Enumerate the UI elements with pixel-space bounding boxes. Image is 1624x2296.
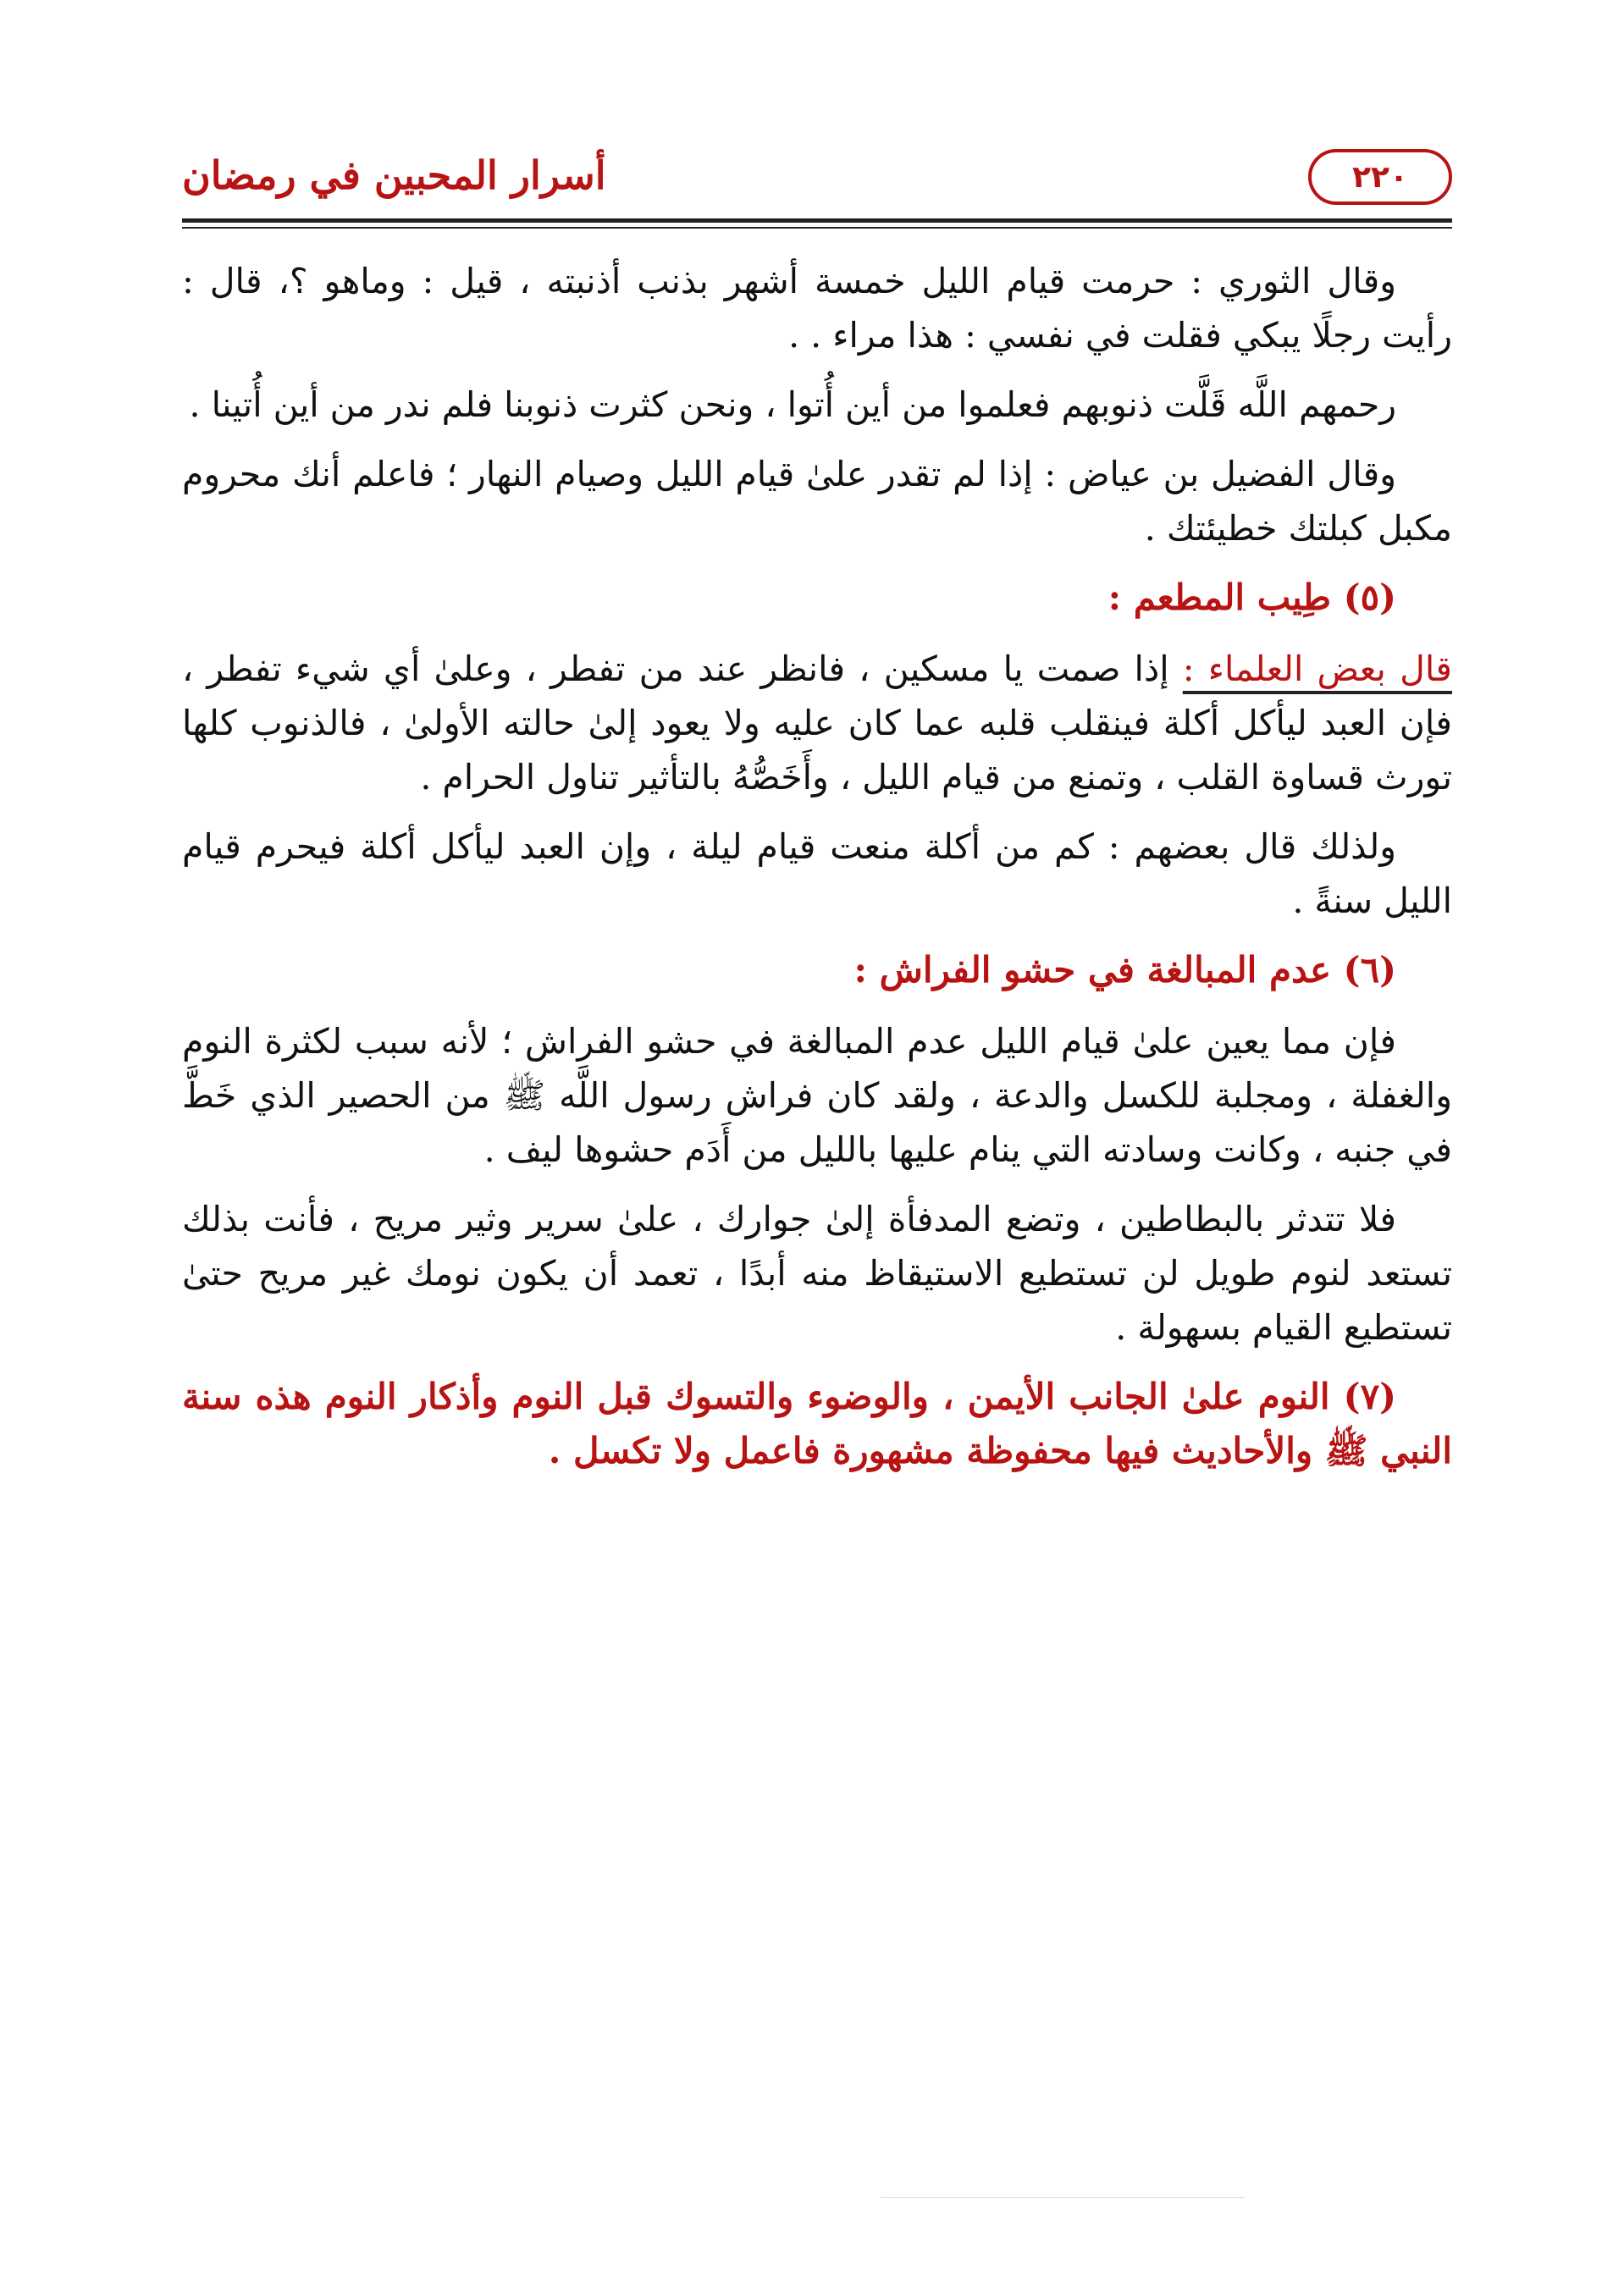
section-heading-6: (٦) عدم المبالغة في حشو الفراش : [853, 949, 1396, 991]
page-header [182, 144, 1452, 237]
paragraph-fudayl: وقال الفضيل بن عياض : إذا لم تقدر علىٰ قيام الليل وصيام النهار ؛ فاعلم أنك محروم مكبل كبلتك خطيئتك . [182, 454, 1452, 549]
paragraph-bedding: فإن مما يعين علىٰ قيام الليل عدم المبالغة في حشو الفراش ؛ لأنه سبب لكثرة النوم والغفلة ، ومجلبة للكسل والدعة ، ولقد كان فراش رسول اللَّه ﷺ من الحصير الذي خَطَّ في جنبه ، وكانت وسادته التي ينام عليها بالليل من أَدَم حشوها ليف . [182, 1021, 1452, 1170]
page-body [182, 254, 1452, 1493]
page-number-badge: ٢٢٠ [1308, 149, 1452, 205]
section-heading-7: (٧) النوم علىٰ الجانب الأيمن ، والوضوء والتسوك قبل النوم وأذكار النوم هذه سنة النبي ﷺ والأحاديث فيها محفوظة مشهورة فاعمل ولا تكسل . [182, 1376, 1452, 1471]
section-heading-5: (٥) طِيب المطعم : [1108, 577, 1396, 618]
paragraph-blankets: فلا تتدثر بالبطاطين ، وتضع المدفأة إلىٰ جوارك ، علىٰ سرير وثير مريح ، فأنت بذلك تستعد لنوم طويل لن تستطيع الاستيقاظ منه أبدًا ، تعمد أن يكون نومك غير مريح حتىٰ تستطيع القيام بسهولة . [182, 1199, 1452, 1348]
paragraph-some-scholars [182, 642, 1452, 804]
paragraph-some-said: ولذلك قال بعضهم : كم من أكلة منعت قيام ليلة ، وإن العبد ليأكل أكلة فيحرم قيام الليل سنةً . [182, 826, 1452, 921]
paragraph-some-scholars-text: إذا صمت يا مسكين ، فانظر عند من تفطر ، وعلىٰ أي شيء تفطر ، فإن العبد ليأكل أكلة فينقلب قلبه عما كان عليه ولا يعود إلىٰ حالته الأولىٰ ، فالذنوب كلها تورث قساوة القلب ، وتمنع من قيام الليل ، وأَخَصُّهُ بالتأثير تناول الحرام . [182, 649, 1452, 798]
book-title: أسرار المحبين في رمضان [182, 152, 606, 198]
header-rule-thick [182, 218, 1452, 223]
paragraph-thawri: وقال الثوري : حرمت قيام الليل خمسة أشهر بذنب أذنبته ، قيل : وماهو ؟، قال : رأيت رجلًا يبكي فقلت في نفسي : هذا مراء . . [182, 261, 1452, 356]
paragraph-rahimahum: رحمهم اللَّه قَلَّت ذنوبهم فعلموا من أين أُتوا ، ونحن كثرت ذنوبنا فلم ندر من أين أُتينا . [189, 384, 1396, 425]
footer-divider [881, 2197, 1245, 2198]
header-rule-thin [182, 227, 1452, 229]
quote-attribution: قال بعض العلماء : [1182, 649, 1452, 689]
